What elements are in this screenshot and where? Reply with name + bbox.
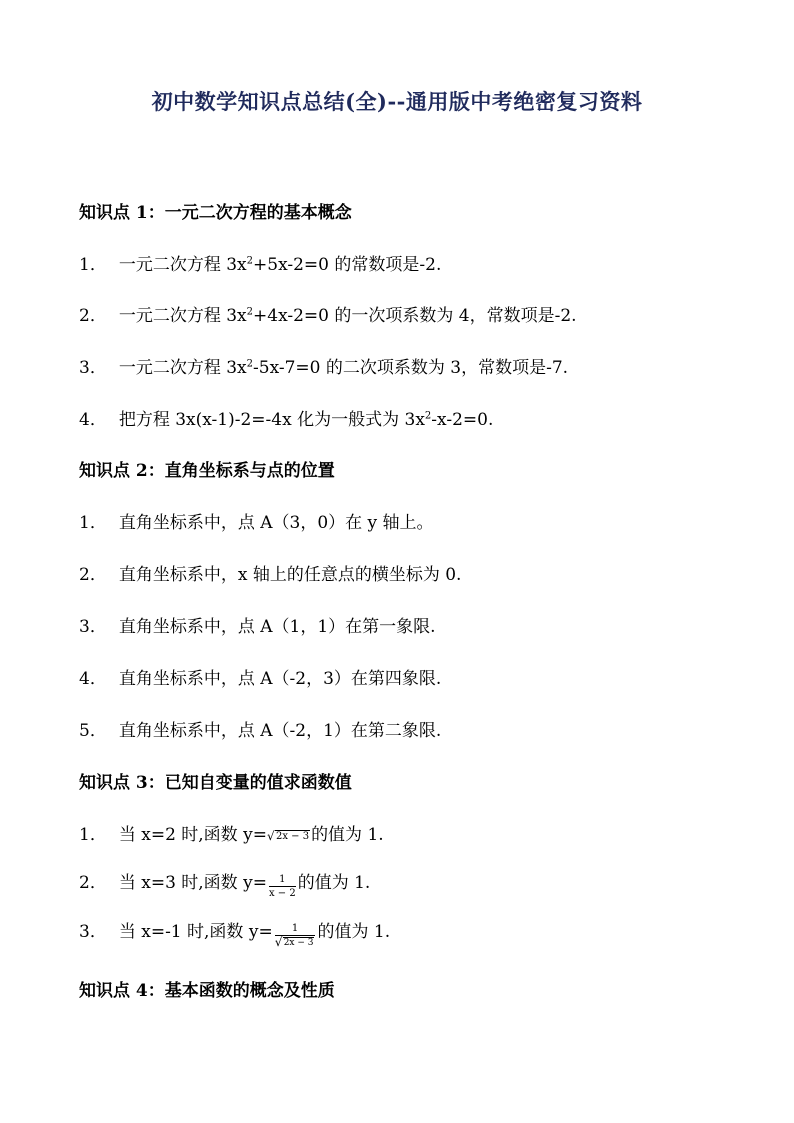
square-root: √ 2x − 3	[266, 829, 310, 843]
exponent: 2	[246, 358, 254, 370]
list-item	[79, 716, 441, 741]
fraction	[275, 923, 316, 948]
item-text: 把方程 3x(x-1)-2=-4x 化为一般式为 3x	[118, 410, 425, 430]
item-number: 4．	[79, 410, 107, 430]
numerator: 1	[269, 874, 296, 887]
list-item	[79, 917, 391, 949]
section-heading-1: 知识点 1：一元二次方程的基本概念	[79, 203, 352, 223]
exponent: 2	[246, 255, 254, 267]
list-item	[79, 664, 441, 689]
item-text: 一元二次方程 3x	[118, 255, 247, 275]
item-number: 1．	[79, 825, 107, 845]
list-item	[79, 612, 436, 637]
item-text: 直角坐标系中，x 轴上的任意点的横坐标为 0.	[118, 565, 462, 585]
item-number: 3．	[79, 617, 107, 637]
fraction	[269, 874, 296, 899]
section-heading-2: 知识点 2：直角坐标系与点的位置	[79, 461, 335, 481]
item-number: 2．	[79, 873, 107, 893]
numerator: 1	[275, 923, 316, 936]
item-text: -x-2=0.	[431, 410, 494, 430]
item-text: 直角坐标系中，点 A（-2，3）在第四象限.	[118, 669, 442, 689]
list-item	[79, 820, 384, 845]
section-heading-4: 知识点 4：基本函数的概念及性质	[79, 981, 335, 1001]
item-number: 2．	[79, 565, 107, 585]
item-text: 一元二次方程 3x	[118, 358, 247, 378]
item-number: 2．	[79, 306, 107, 326]
item-number: 1．	[79, 513, 107, 533]
item-text: 的值为 1.	[297, 873, 371, 893]
item-number: 3．	[79, 922, 107, 942]
list-item	[79, 508, 434, 533]
item-number: 5．	[79, 721, 107, 741]
item-number: 1．	[79, 255, 107, 275]
list-item	[79, 405, 493, 430]
document-title: 初中数学知识点总结(全)--通用版中考绝密复习资料	[151, 89, 643, 114]
item-text: 的值为 1.	[317, 922, 391, 942]
list-item	[79, 868, 371, 899]
item-text: +5x-2=0 的常数项是-2.	[253, 255, 442, 275]
item-text: 直角坐标系中，点 A（1，1）在第一象限.	[118, 617, 436, 637]
square-root: √ 2x − 3	[274, 935, 314, 949]
item-text: 直角坐标系中，点 A（-2，1）在第二象限.	[118, 721, 442, 741]
radicand: 2x − 3	[283, 938, 314, 948]
item-text: -5x-7=0 的二次项系数为 3，常数项是-7.	[253, 358, 569, 378]
item-text: 的值为 1.	[311, 825, 384, 845]
item-number: 4．	[79, 669, 107, 689]
item-text: 一元二次方程 3x	[118, 306, 247, 326]
radicand: 2x − 3	[275, 831, 310, 842]
item-number: 3．	[79, 358, 107, 378]
list-item	[79, 353, 568, 378]
item-text: 当 x=2 时,函数 y=	[118, 825, 267, 845]
exponent: 2	[424, 410, 432, 422]
item-text: +4x-2=0 的一次项系数为 4，常数项是-2.	[253, 306, 577, 326]
section-heading-3: 知识点 3：已知自变量的值求函数值	[79, 773, 352, 793]
list-item	[79, 250, 441, 275]
exponent: 2	[246, 306, 254, 318]
item-text: 当 x=-1 时,函数 y=	[118, 922, 273, 942]
denominator: x − 2	[268, 888, 296, 899]
item-text: 当 x=3 时,函数 y=	[118, 873, 267, 893]
list-item	[79, 560, 461, 585]
item-text: 直角坐标系中，点 A（3，0）在 y 轴上。	[118, 513, 434, 533]
list-item	[79, 301, 577, 326]
